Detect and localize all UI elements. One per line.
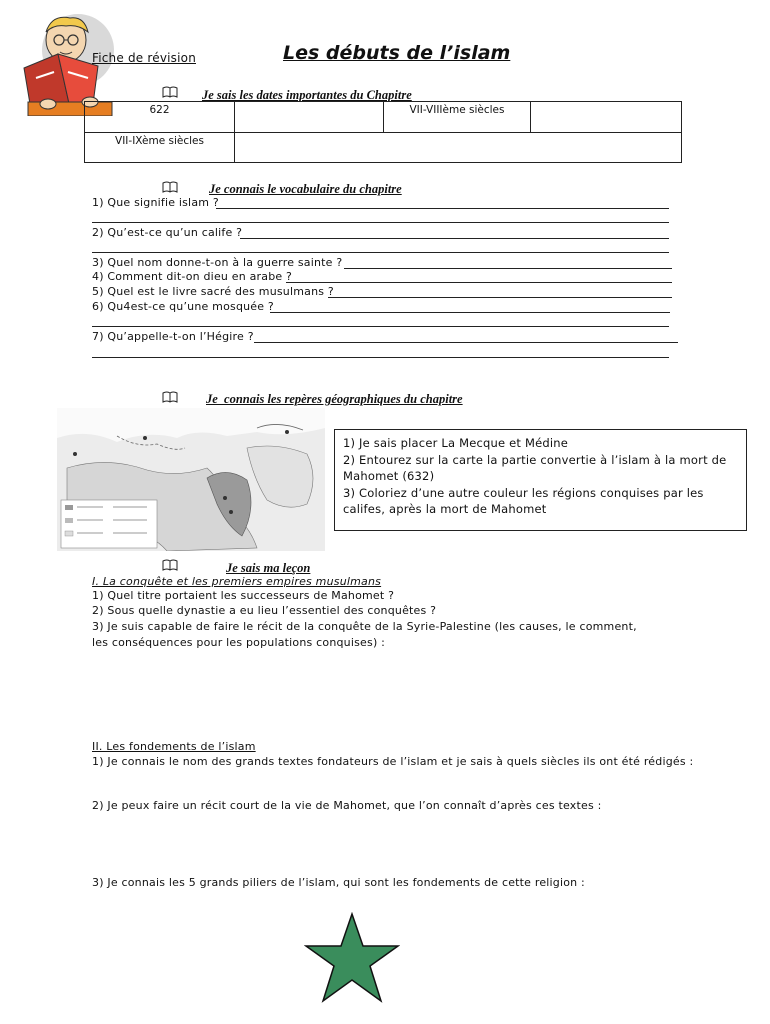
geo-heading: Je connais les repères géographiques du chapitre xyxy=(206,392,463,406)
vocab-question-4: 4) Comment dit-on dieu en arabe ? xyxy=(92,270,293,283)
open-book-icon xyxy=(162,391,178,406)
answer-line[interactable] xyxy=(92,326,669,327)
answer-line[interactable] xyxy=(328,297,672,298)
date-answer-cell[interactable] xyxy=(235,102,384,133)
part2-question-2: 2) Je peux faire un récit court de la vie de Mahomet, que l’on connaît d’après ces textes : xyxy=(92,799,602,812)
answer-line[interactable] xyxy=(254,342,678,343)
part2-question-3: 3) Je connais les 5 grands piliers de l’islam, qui sont les fondements de cette religion : xyxy=(92,876,585,889)
vocab-question-2: 2) Qu’est-ce qu’un calife ? xyxy=(92,226,243,239)
vocab-question-5: 5) Quel est le livre sacré des musulmans ? xyxy=(92,285,334,298)
part1-question-2: 2) Sous quelle dynastie a eu lieu l’essentiel des conquêtes ? xyxy=(92,604,437,617)
star-icon xyxy=(304,912,400,1004)
fiche-label: Fiche de révision xyxy=(92,51,196,65)
answer-line[interactable] xyxy=(92,252,669,253)
answer-line[interactable] xyxy=(270,312,670,313)
open-book-icon xyxy=(162,181,178,196)
vocab-question-6: 6) Qu4est-ce qu’une mosquée ? xyxy=(92,300,274,313)
date-cell-622: 622 xyxy=(85,102,235,133)
geo-task-3: 3) Coloriez d’une autre couleur les régions conquises par les califes, après la mort de Mahomet xyxy=(343,486,704,516)
answer-line[interactable] xyxy=(92,357,669,358)
answer-line[interactable] xyxy=(344,268,672,269)
part2-title: II. Les fondements de l’islam xyxy=(92,740,256,753)
geo-task-box xyxy=(334,429,747,531)
part1-question-3: 3) Je suis capable de faire le récit de la conquête de la Syrie-Palestine (les causes, le comment, les conséquences pour les populations conquises) : xyxy=(92,620,637,649)
dates-table xyxy=(84,101,682,163)
open-book-icon xyxy=(162,86,178,101)
dates-heading: Je sais les dates importantes du Chapitre xyxy=(202,88,412,102)
answer-line[interactable] xyxy=(216,208,669,209)
part1-question-1: 1) Quel titre portaient les successeurs de Mahomet ? xyxy=(92,589,395,602)
geo-task-2: 2) Entourez sur la carte la partie convertie à l’islam à la mort de Mahomet (632) xyxy=(343,453,727,483)
lesson-heading: Je sais ma leçon xyxy=(226,561,311,575)
open-book-icon xyxy=(162,559,178,574)
date-answer-cell[interactable] xyxy=(235,133,682,163)
part2-question-1: 1) Je connais le nom des grands textes fondateurs de l’islam et je sais à quels siècles ils ont été rédigés : xyxy=(92,755,694,768)
answer-line[interactable] xyxy=(92,222,669,223)
vocab-question-1: 1) Que signifie islam ? xyxy=(92,196,219,209)
answer-line[interactable] xyxy=(240,238,669,239)
part1-title: I. La conquête et les premiers empires musulmans xyxy=(92,575,382,588)
date-cell-vii-ix: VII-IXème siècles xyxy=(85,133,235,163)
vocab-question-7: 7) Qu’appelle-t-on l’Hégire ? xyxy=(92,330,254,343)
vocab-heading: Je connais le vocabulaire du chapitre xyxy=(209,182,402,196)
map-figure[interactable] xyxy=(57,408,325,551)
page-title: Les débuts de l’islam xyxy=(283,42,511,64)
answer-line[interactable] xyxy=(286,282,672,283)
vocab-question-3: 3) Quel nom donne-t-on à la guerre sainte ? xyxy=(92,256,343,269)
date-cell-vii-viii: VII-VIIIème siècles xyxy=(384,102,531,133)
date-answer-cell[interactable] xyxy=(531,102,682,133)
geo-task-1: 1) Je sais placer La Mecque et Médine xyxy=(343,436,569,450)
